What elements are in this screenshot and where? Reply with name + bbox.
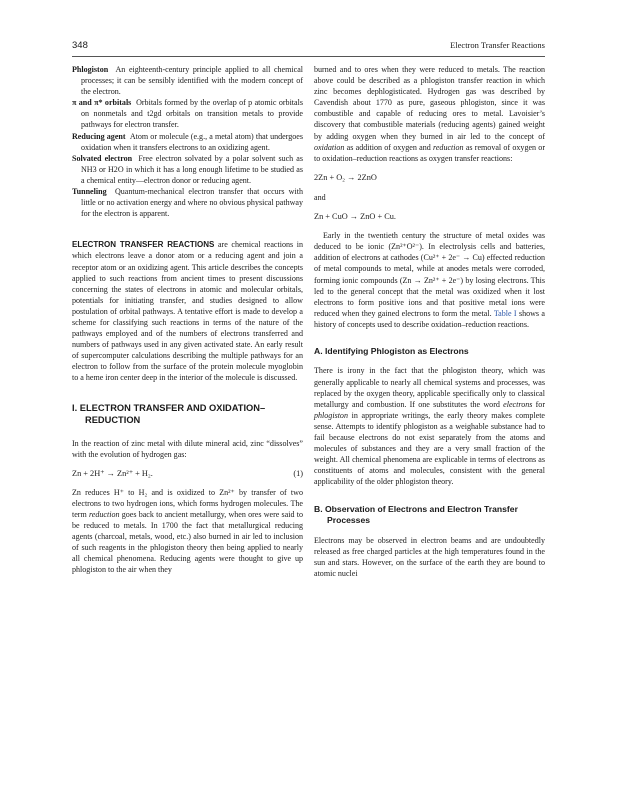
- page-number: 348: [72, 40, 88, 51]
- subsection-heading: A. Identifying Phlogiston as Electrons: [314, 345, 469, 356]
- paragraph: [72, 487, 303, 576]
- glossary-term: Tunneling: [72, 187, 107, 197]
- equation-number: (1): [293, 468, 303, 478]
- glossary-entry: [72, 97, 303, 130]
- emphasis: phlogiston: [314, 410, 348, 420]
- paragraph: [314, 64, 545, 164]
- emphasis: reduction: [88, 510, 120, 519]
- glossary-definition: Quantum-mechanical electron transfer that occurs with little or no activation energy and where no obvious physical pathway for the electron is apparent.: [81, 187, 303, 219]
- text-run: There is irony in the fact that the phlogiston theory, which was generally applicable to nearly all chemical systems and processes, was replaced by the oxygen theory, applicable specifically only to classical metallurgy and combustion. If one substitutes the word: [314, 366, 545, 409]
- header-rule: [72, 56, 545, 57]
- glossary-term: Solvated electron: [72, 153, 133, 163]
- emphasis: electrons: [503, 399, 533, 409]
- connective: and: [314, 192, 326, 202]
- glossary-entry: [72, 131, 303, 153]
- equation: Zn + CuO → ZnO + Cu.: [314, 212, 396, 222]
- text-run: as addition of oxygen and: [346, 142, 431, 152]
- glossary-term: π and π* orbitals: [72, 98, 132, 108]
- emphasis: oxidation: [314, 142, 345, 152]
- text-run: for: [535, 399, 546, 409]
- glossary: [72, 64, 303, 219]
- glossary-definition: Free electron solvated by a polar solvent such as NH3 or H2O in which it has a long enough lifetime to be studied as a chemical entity—electron donor or reducing agent.: [81, 153, 304, 185]
- emphasis: reduction: [433, 142, 464, 152]
- text-run: shows a history of concepts used to describe oxidation–reduction reactions.: [314, 308, 545, 329]
- equation-text: Zn + 2H⁺ → Zn²⁺ + H₂.: [72, 468, 153, 478]
- running-title: Electron Transfer Reactions: [450, 40, 545, 50]
- abstract-lead: ELECTRON TRANSFER REACTIONS: [72, 240, 215, 250]
- glossary-entry: [72, 64, 303, 97]
- text-run: as removal of oxygen or to oxidation–reduction reactions as oxygen transfer reactions:: [314, 142, 546, 163]
- text-run: in appropriate writings, the early theory makes complete sense. Attempts to identify phlogiston as a weighable substance had to fail because electrons do not exist separately from the atoms and molecules of substances and they are a very small fraction of the weight. All chemical phenomena are explicable in terms of electrons as constituents of atoms and molecules, consistent with the general applicability of the older phlogiston theory.: [314, 410, 545, 487]
- glossary-term: Phlogiston: [72, 65, 109, 74]
- text-run: burned and to ores when they were reduced to metals. The reaction above could be described as a phlogiston transfer reaction in which zinc becomes dephlogisticated. Hydrogen gas was described by Cavendish about 1770 as pure, gaseous phlogiston, since it was combustible and capable of reducing ores to metal. Lavoisier’s discovery that combustible materials (reducing agents) gained weight by adding oxygen when they burned in air led to the concept of: [314, 65, 545, 141]
- text-run: Early in the twentieth century the structure of metal oxides was deduced to be ionic (Zn²⁺O²⁻). In electrolysis cells and batteries, addition of electrons at cathodes (Cu²⁺ + 2e⁻ → Cu) effected reduction of metal compounds to metal, while at anodes metals were corroded, forming ionic compounds (Zn → Zn²⁺ + 2e⁻) by losing electrons. This led to the general concept that the metal was oxidized when it lost electrons to form positive ions and that positive metal ions were reduced when they gained electrons to form the metal.: [314, 231, 545, 318]
- equation: 2Zn + O₂ → 2ZnO: [314, 172, 377, 182]
- glossary-term: Reducing agent: [72, 131, 126, 141]
- paragraph: In the reaction of zinc metal with dilute mineral acid, zinc “dissolves” with the evolution of hydrogen gas:: [72, 438, 303, 459]
- subsection-heading: B. Observation of Electrons and Electron Transfer Processes: [314, 503, 518, 525]
- text-run: Zn reduces H⁺ to H₂ and is oxidized to Zn²⁺ by transfer of two electrons to two hydrogen ions, which forms hydrogen molecules. The term: [72, 487, 303, 519]
- table-reference-link[interactable]: Table I: [493, 308, 517, 318]
- abstract: [72, 239, 303, 383]
- glossary-entry: [72, 153, 303, 186]
- abstract-text: are chemical reactions in which electrons leave a donor atom or a reducing agent and join a receptor atom or an oxidizing agent. This article describes the concepts applied to such reactions from ancient times to present discussions concerning the states of electrons in atomic and molecular orbitals, potentials for initiating transfer, and studies designed to allow postulation of orbital pathways. A tentative effort is made to develop a scheme for classifying such reactions in terms of the nature of the pathways employed and of the numbers of electrons transferred and numbers of pathways used in any given activated state. An early result of supercomputer calculations describing the multiple pathways for an electron to follow from the surface of the protein molecule myoglobin to a heme iron center deep in the interior of the molecule is discussed.: [72, 240, 303, 383]
- left-column: [72, 64, 303, 576]
- glossary-definition: Atom or molecule (e.g., a metal atom) that undergoes oxidation when it transfers electrons to an oxidizing agent.: [81, 131, 303, 152]
- text-run: goes back to ancient metallurgy, when ores were said to be reduced to metals. In 1700 the fact that metallurgical reducing agents (charcoal, metals, wood, etc.) also burned in air led to inclusion of such reagents in the phlogiston theory then being applied to nearly all chemical phenomena. Reducing agents were thought to give up phlogiston to the air when they: [72, 510, 303, 575]
- paragraph: [314, 230, 545, 330]
- right-column: [314, 64, 545, 579]
- section-heading: I. ELECTRON TRANSFER AND OXIDATION–REDUCTION: [72, 402, 266, 426]
- glossary-definition: Orbitals formed by the overlap of p atomic orbitals on nonmetals and t2gd orbitals on transition metals to provide pathways for electron transfer.: [81, 98, 303, 130]
- paragraph: [314, 365, 545, 487]
- page-header: [72, 40, 545, 54]
- glossary-definition: An eighteenth-century principle applied to all chemical processes; it can be sensibly identified with the modern concept of the electron.: [81, 65, 303, 97]
- equation: [72, 468, 303, 479]
- glossary-entry: [72, 186, 303, 219]
- paragraph: Electrons may be observed in electron beams and are undoubtedly released as free charged particles at the high temperatures found in the sun and stars. However, on the surface of the earth they are bound to atomic nuclei: [314, 535, 545, 578]
